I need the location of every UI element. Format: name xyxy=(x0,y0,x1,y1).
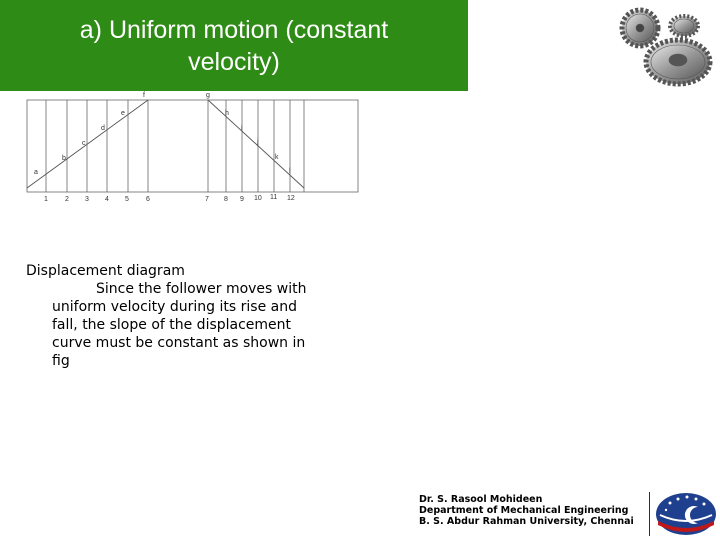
axis-number: 6 xyxy=(146,196,150,203)
axis-number: 11 xyxy=(270,194,278,201)
point-label: e xyxy=(121,110,125,117)
axis-number: 7 xyxy=(205,196,209,203)
section-heading: Displacement diagram xyxy=(26,263,185,279)
point-label: d xyxy=(101,125,105,132)
axis-number: 4 xyxy=(105,196,109,203)
footer-credits xyxy=(419,494,634,527)
point-label: k xyxy=(275,154,279,161)
point-label: c xyxy=(82,140,86,147)
axis-number: 5 xyxy=(125,196,129,203)
rise-line xyxy=(27,100,148,188)
point-label: g xyxy=(206,92,210,99)
point-label: j xyxy=(257,139,259,146)
point-label: a xyxy=(34,169,38,176)
author-name: Dr. S. Rasool Mohideen xyxy=(419,494,543,505)
gears-icon xyxy=(612,4,716,94)
description-paragraph: Since the follower moves with uniform velocity during its rise and fall, the slope of the displacement curve must be constant as shown in fig xyxy=(52,281,307,369)
slide-title xyxy=(0,14,468,78)
title-line-1: a) Uniform motion (constant xyxy=(79,16,389,44)
title-line-2: velocity) xyxy=(188,48,280,76)
axis-number: 10 xyxy=(254,195,262,202)
title-banner xyxy=(0,0,468,91)
body-text xyxy=(26,262,326,370)
point-label: i xyxy=(241,125,243,132)
diagram-frame xyxy=(27,100,358,192)
department-name: Department of Mechanical Engineering xyxy=(419,505,629,516)
point-label: h xyxy=(225,110,229,117)
axis-number: 9 xyxy=(240,196,244,203)
point-label: l xyxy=(289,168,291,175)
axis-number: 3 xyxy=(85,196,89,203)
axis-number: 8 xyxy=(224,196,228,203)
point-label: b xyxy=(62,155,66,162)
university-logo xyxy=(654,491,718,537)
axis-number: 1 xyxy=(44,196,48,203)
university-name: B. S. Abdur Rahman University, Chennai xyxy=(419,516,634,527)
axis-number: 12 xyxy=(287,195,295,202)
axis-number: 2 xyxy=(65,196,69,203)
footer-divider xyxy=(649,492,650,536)
point-label: f xyxy=(143,92,145,99)
displacement-diagram xyxy=(20,88,370,208)
